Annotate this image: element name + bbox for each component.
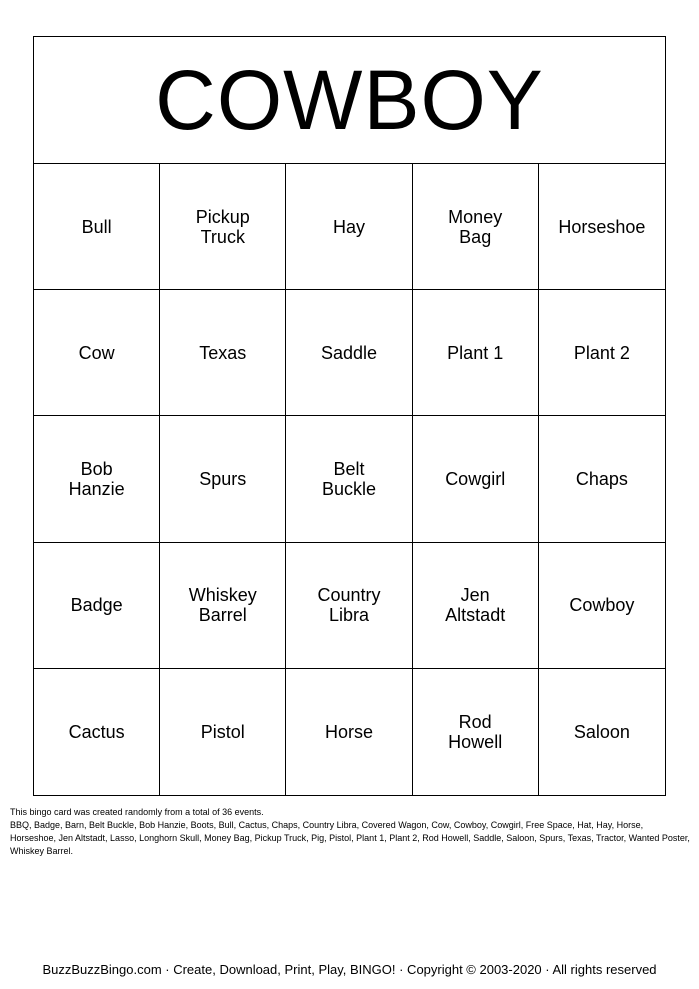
card-info-summary: This bingo card was created randomly from a total of 36 events. — [10, 807, 264, 817]
bingo-cell: Plant 2 — [539, 290, 665, 416]
bingo-cell: Money Bag — [413, 164, 539, 290]
bingo-cell: Hay — [286, 164, 412, 290]
card-title: COWBOY — [34, 37, 665, 164]
bingo-cell: Belt Buckle — [286, 416, 412, 542]
bingo-cell: Jen Altstadt — [413, 543, 539, 669]
bingo-cell: Bull — [34, 164, 160, 290]
bingo-cell: Cow — [34, 290, 160, 416]
bingo-cell: Country Libra — [286, 543, 412, 669]
bingo-cell: Texas — [160, 290, 286, 416]
bingo-cell: Saloon — [573, 721, 630, 742]
bingo-cell: Horseshoe — [539, 164, 665, 290]
bingo-cell: Horse — [286, 669, 412, 795]
bingo-cell: Spurs — [160, 416, 286, 542]
bingo-cell: Cowgirl — [413, 416, 539, 542]
bingo-card — [33, 36, 666, 796]
bingo-cell: Cowboy — [539, 543, 665, 669]
bingo-cell: Whiskey Barrel — [160, 543, 286, 669]
bingo-cell: Bob Hanzie — [34, 416, 160, 542]
bingo-cell: Saddle — [286, 290, 412, 416]
bingo-cell: Plant 1 — [413, 290, 539, 416]
card-info-events: BBQ, Badge, Barn, Belt Buckle, Bob Hanzie, Boots, Bull, Cactus, Chaps, Country Libra, Covered Wagon, Cow, Cowboy, Cowgirl, Free Space, Hat, Hay, Horse, Horseshoe, Jen Altstadt, Lasso, Longhorn Skull, Money Bag, Pickup Truck, Pig, Pistol, Plant 1, Plant 2, Rod Howell, Saddle, Saloon, Spurs, Texas, Tractor, Wanted Poster, Whiskey Barrel. — [10, 820, 690, 856]
bingo-cell: Pickup Truck — [160, 164, 286, 290]
bingo-grid — [34, 164, 665, 795]
card-info — [10, 806, 690, 858]
bingo-cell: Cactus — [34, 669, 160, 795]
footer-copyright: BuzzBuzzBingo.com · Create, Download, Print, Play, BINGO! · Copyright © 2003-2020 · All rights reserved — [42, 962, 657, 977]
bingo-cell: Pistol — [160, 669, 286, 795]
bingo-cell: Rod Howell — [413, 669, 539, 795]
bingo-cell: Badge — [34, 543, 160, 669]
bingo-cell: Chaps — [539, 416, 665, 542]
